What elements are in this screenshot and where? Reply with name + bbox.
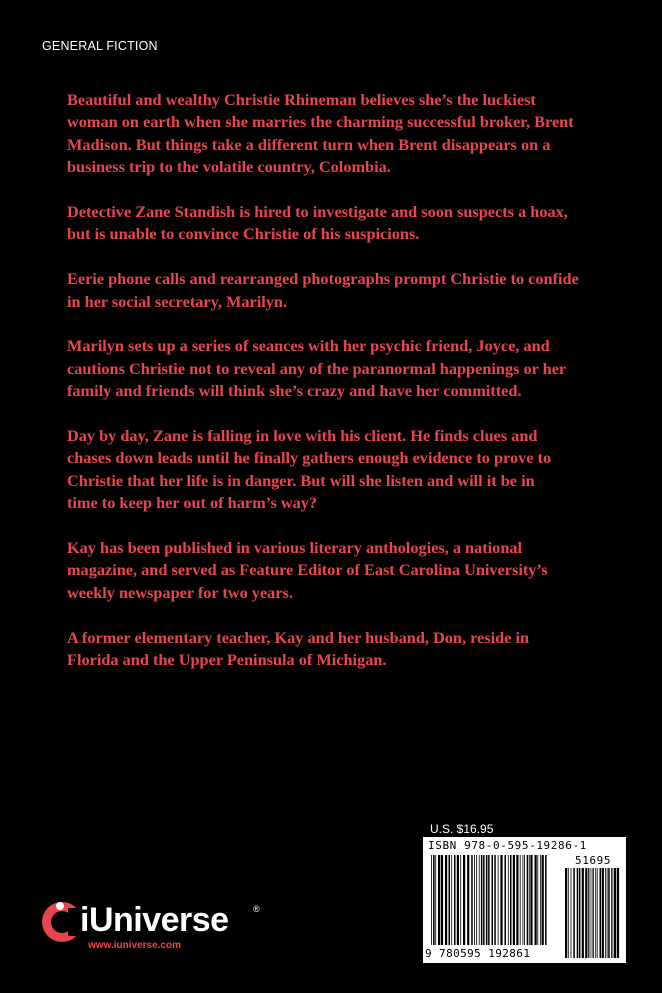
genre-label: GENERAL FICTION bbox=[42, 39, 158, 53]
blurb-paragraph: Detective Zane Standish is hired to investigate and soon suspects a hoax, but is unable to convince Christie of his suspicions. bbox=[67, 202, 568, 244]
blurb-paragraph: Beautiful and wealthy Christie Rhineman believes she’s the luckiest woman on earth when she marries the charming successful broker, Brent Madison. But things take a different turn when Brent disappears on a business trip to the volatile country, Colombia. bbox=[67, 90, 574, 177]
isbn-label: ISBN 978-0-595-19286-1 bbox=[428, 839, 587, 852]
barcode-addon-bars bbox=[565, 868, 621, 958]
registered-mark: ® bbox=[253, 904, 260, 914]
publisher-name: iUniverse bbox=[80, 901, 229, 939]
price-label: U.S. $16.95 bbox=[430, 822, 494, 836]
blurb-paragraph: Marilyn sets up a series of seances with her psychic friend, Joyce, and cautions Christie not to reveal any of the paranormal happenings or her family and friends will think she’s crazy and have her committed. bbox=[67, 336, 567, 401]
publisher-logo bbox=[40, 898, 280, 958]
blurb-text bbox=[67, 89, 637, 694]
author-bio-paragraph: A former elementary teacher, Kay and her husband, Don, reside in Florida and the Upper Peninsula of Michigan. bbox=[67, 627, 530, 670]
isbn-barcode bbox=[423, 837, 626, 963]
author-bio-paragraph: Kay has been published in various literary anthologies, a national magazine, and served as Feature Editor of East Carolina University’s weekly newspaper for two years. bbox=[67, 538, 548, 602]
barcode-bars bbox=[431, 855, 547, 945]
blurb-paragraph: Day by day, Zane is falling in love with his client. He finds clues and chases down leads until he finally gathers enough evidence to prove to Christie that her life is in danger. But will she listen and will it be in time to keep her out of harm’s way? bbox=[67, 426, 552, 513]
barcode-addon-code: 51695 bbox=[575, 854, 612, 867]
publisher-url: www.iuniverse.com bbox=[88, 940, 181, 951]
barcode-digits: 9 780595 192861 bbox=[425, 947, 531, 960]
blurb-paragraph: Eerie phone calls and rearranged photographs prompt Christie to confide in her social secretary, Marilyn. bbox=[67, 269, 579, 311]
